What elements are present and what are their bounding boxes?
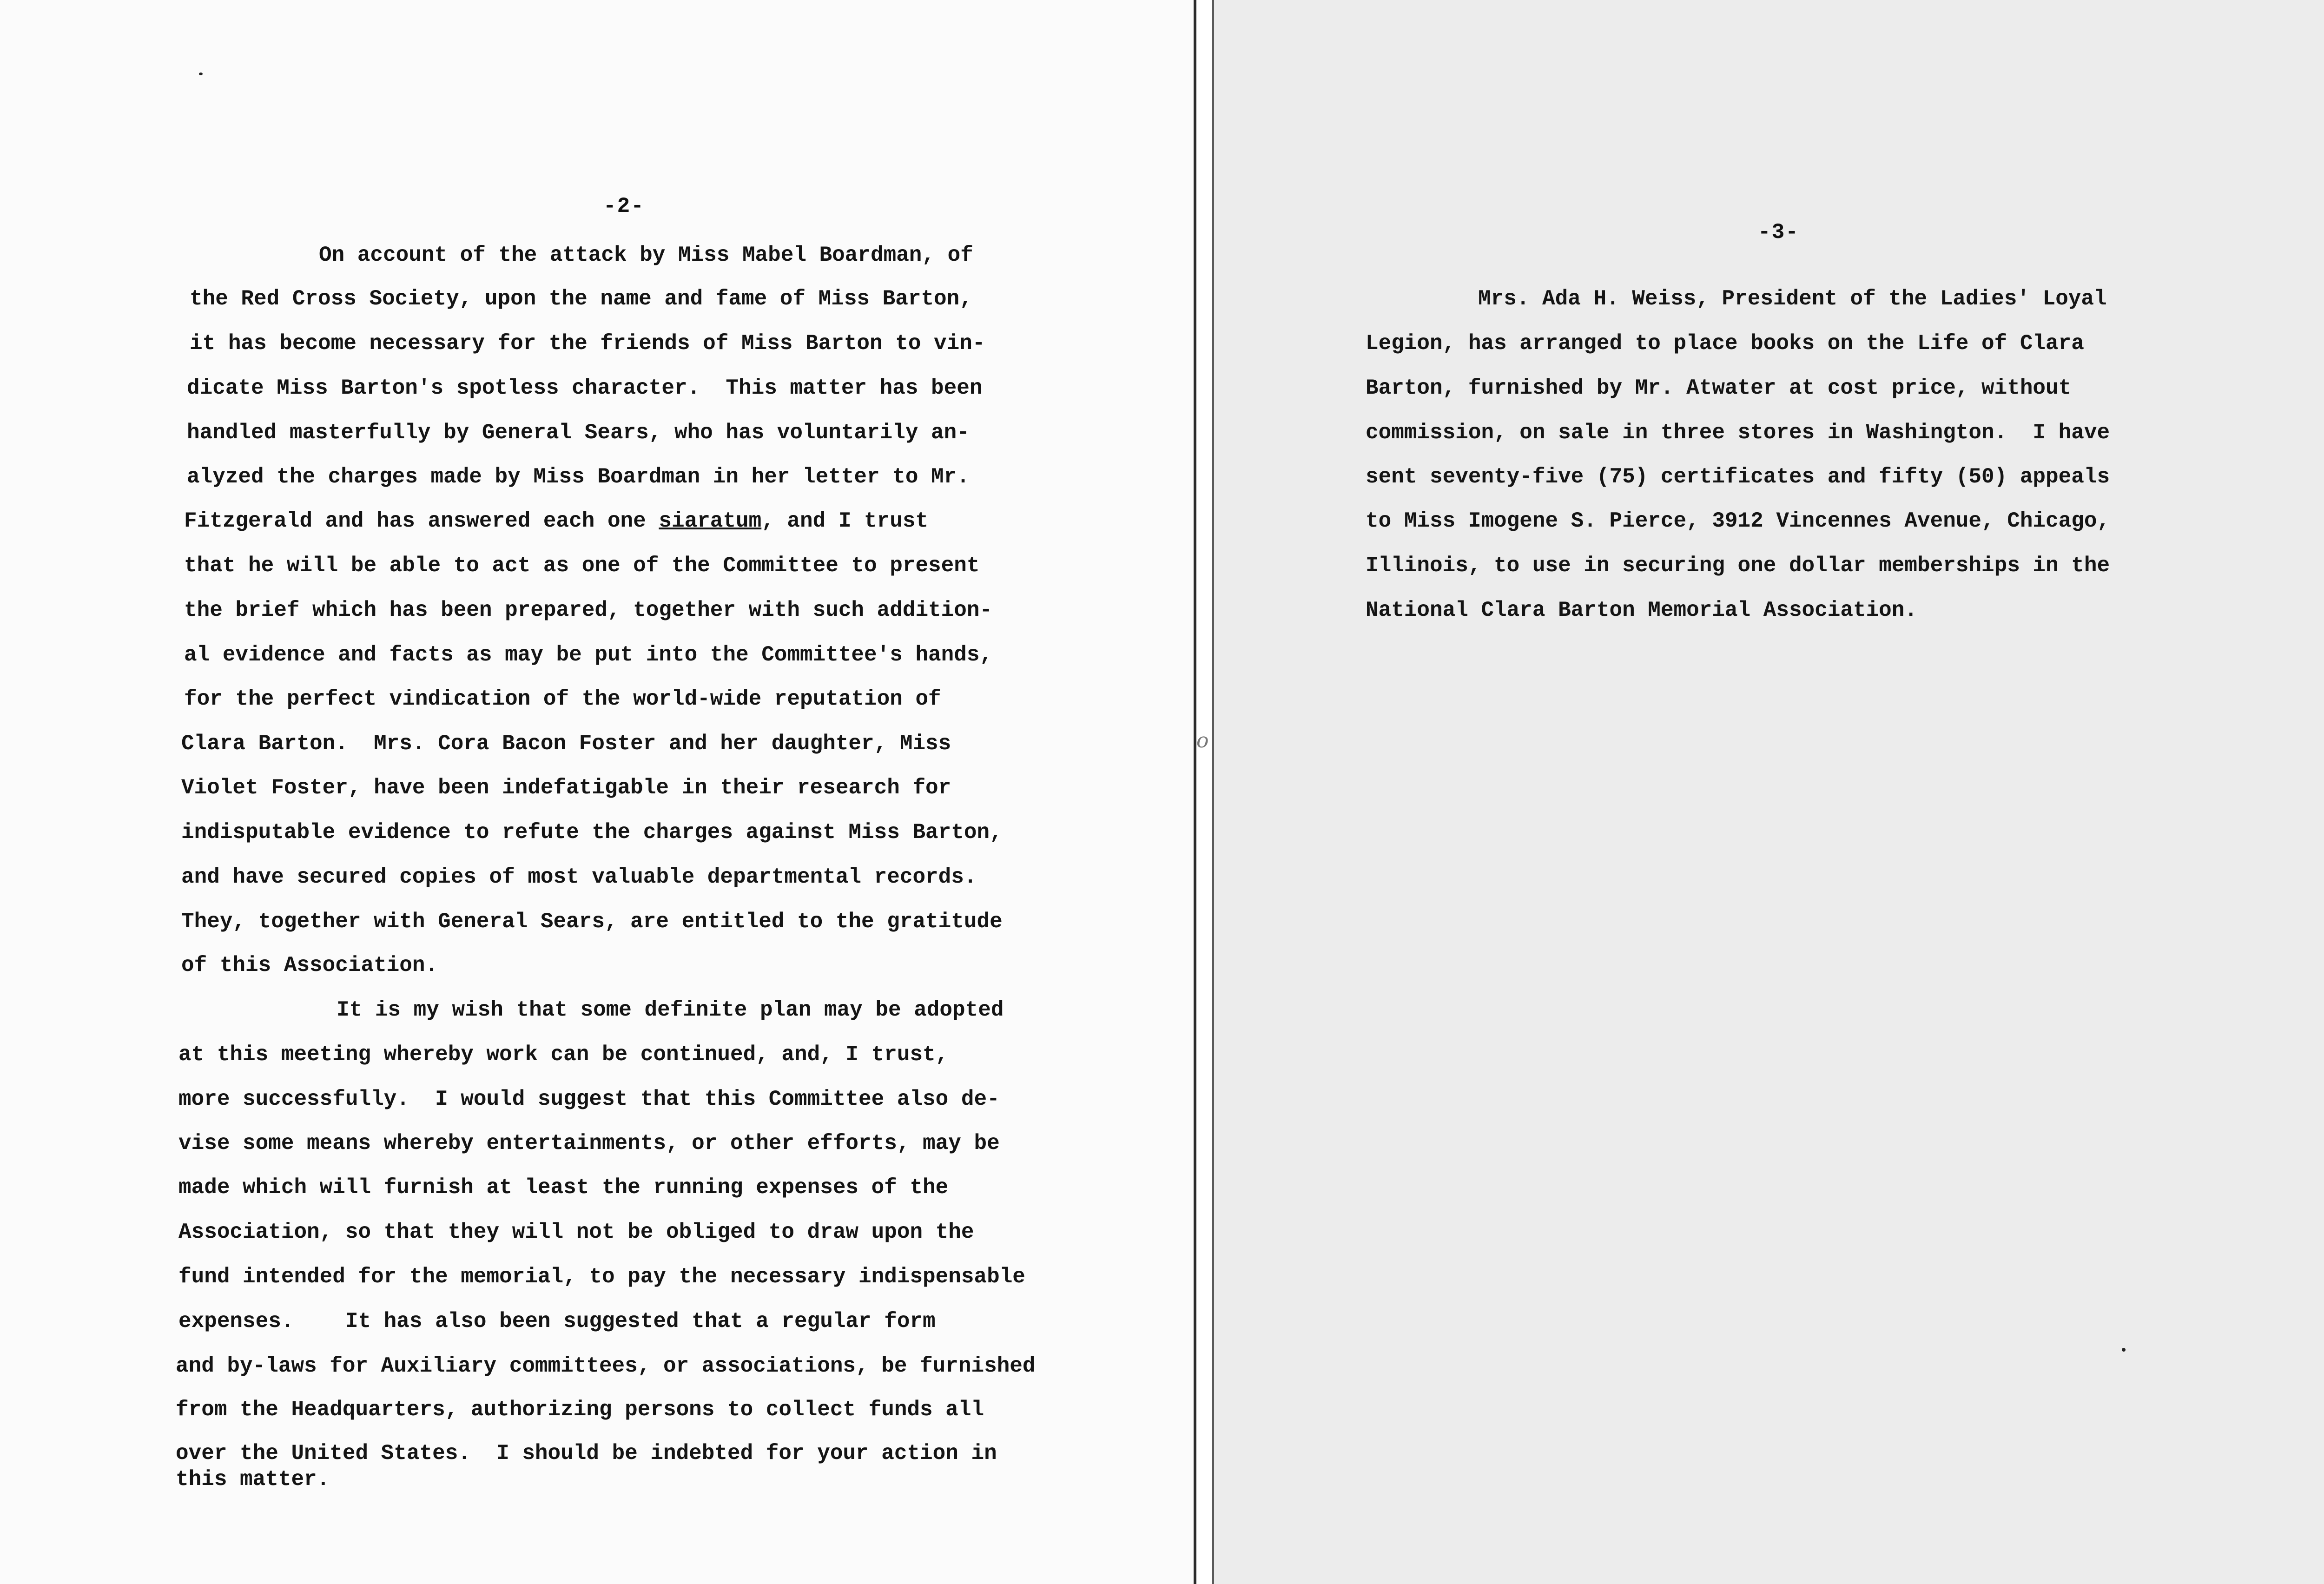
ink-speck: [2122, 1348, 2126, 1352]
text-line: Violet Foster, have been indefatigable in their research for: [181, 776, 951, 800]
text-line: On account of the attack by Miss Mabel Boardman, of: [319, 243, 973, 267]
text-line: and have secured copies of most valuable departmental records.: [181, 865, 977, 889]
text-line: over the United States. I should be indebted for your action in: [176, 1441, 997, 1465]
text-line: National Clara Barton Memorial Association.: [1366, 598, 1917, 622]
right-page: [1214, 0, 2324, 1584]
text-line: fund intended for the memorial, to pay the necessary indispensable: [178, 1265, 1025, 1289]
margin-mark: o: [1196, 729, 1209, 752]
page-gutter: [1196, 0, 1214, 1584]
text-line: at this meeting whereby work can be continued, and, I trust,: [178, 1043, 949, 1067]
text-line: and by-laws for Auxiliary committees, or associations, be furnished: [176, 1354, 1036, 1378]
text-line: Association, so that they will not be obliged to draw upon the: [178, 1220, 974, 1244]
text-line: Mrs. Ada H. Weiss, President of the Ladies' Loyal: [1478, 287, 2107, 311]
text-line: to Miss Imogene S. Pierce, 3912 Vincennes Avenue, Chicago,: [1366, 509, 2110, 533]
text-line: this matter.: [176, 1467, 330, 1492]
text-line: expenses. It has also been suggested that a regular form: [178, 1309, 936, 1333]
page-number: -3-: [1758, 220, 1799, 244]
text-line: Legion, has arranged to place books on the Life of Clara: [1366, 331, 2084, 356]
text-line: dicate Miss Barton's spotless character. This matter has been: [187, 376, 983, 400]
text-line: that he will be able to act as one of the Committee to present: [184, 554, 980, 578]
text-line: Illinois, to use in securing one dollar memberships in the: [1366, 554, 2110, 578]
text-line: more successfully. I would suggest that this Committee also de-: [178, 1087, 1000, 1111]
text-line: made which will furnish at least the running expenses of the: [178, 1175, 949, 1200]
text-segment: , and I trust: [761, 509, 929, 533]
text-line: [184, 510, 928, 532]
page-number: -2-: [603, 194, 645, 218]
text-line: from the Headquarters, authorizing persons to collect funds all: [176, 1398, 984, 1422]
text-line: alyzed the charges made by Miss Boardman in her letter to Mr.: [187, 465, 970, 489]
text-line: it has become necessary for the friends of Miss Barton to vin-: [190, 331, 985, 356]
ink-speck: [199, 73, 203, 75]
text-line: of this Association.: [181, 953, 438, 977]
text-line: al evidence and facts as may be put into the Committee's hands,: [184, 643, 993, 667]
text-segment: Fitzgerald and has answered each one: [184, 509, 659, 533]
text-line: commission, on sale in three stores in Washington. I have: [1366, 421, 2110, 445]
text-line: for the perfect vindication of the world-wide reputation of: [184, 687, 941, 711]
text-line: vise some means whereby entertainments, or other efforts, may be: [178, 1131, 1000, 1155]
text-line: sent seventy-five (75) certificates and fifty (50) appeals: [1366, 465, 2110, 489]
text-line: Clara Barton. Mrs. Cora Bacon Foster and her daughter, Miss: [181, 732, 951, 756]
text-line: They, together with General Sears, are entitled to the gratitude: [181, 910, 1003, 934]
text-line: the Red Cross Society, upon the name and fame of Miss Barton,: [190, 287, 972, 311]
text-line: handled masterfully by General Sears, who has voluntarily an-: [187, 421, 970, 445]
text-line: Barton, furnished by Mr. Atwater at cost price, without: [1366, 376, 2072, 400]
underlined-word: siaratum: [659, 509, 762, 533]
text-line: the brief which has been prepared, together with such addition-: [184, 598, 993, 622]
text-line: It is my wish that some definite plan may be adopted: [337, 998, 1004, 1022]
text-line: indisputable evidence to refute the charges against Miss Barton,: [181, 820, 1003, 845]
